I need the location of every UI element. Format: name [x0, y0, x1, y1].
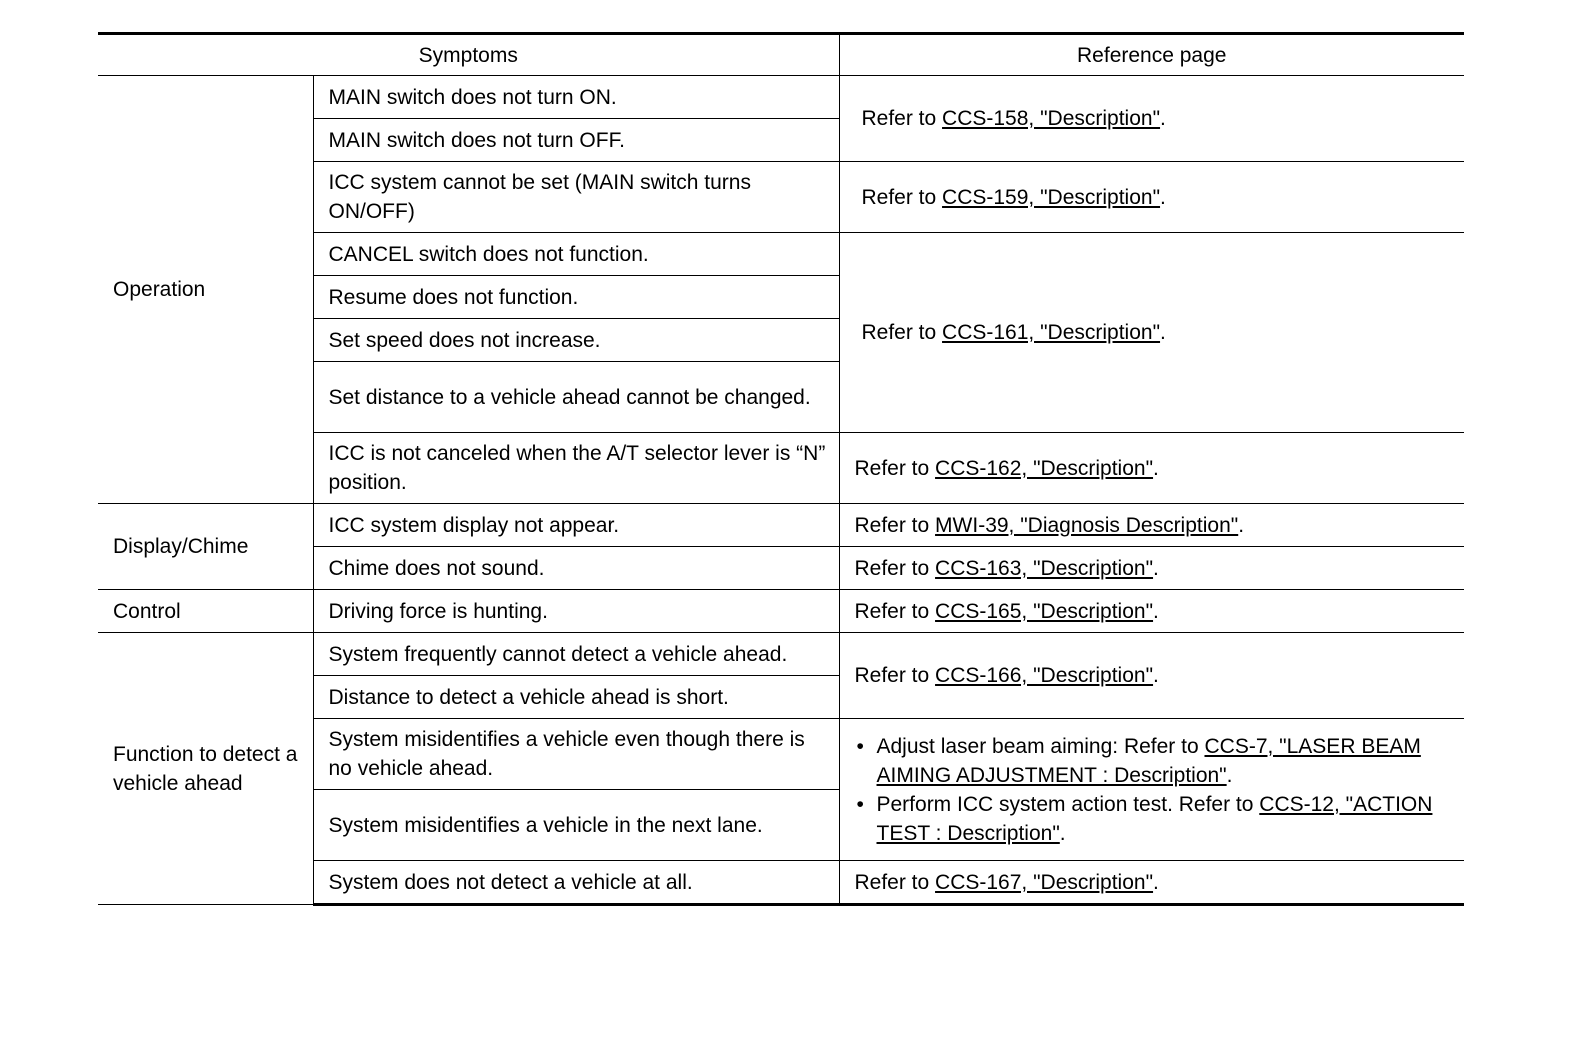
refer-to-text: Refer to	[854, 664, 936, 687]
bullet-text: Adjust laser beam aiming: Refer to	[876, 734, 1205, 758]
refer-to-text: Refer to	[854, 513, 936, 537]
symptom-cell: Set speed does not increase.	[313, 319, 839, 362]
ccs-12-link[interactable]: CCS-12, "ACTION TEST : Description"	[876, 792, 1433, 845]
bullet-icon: •	[856, 734, 864, 758]
reference-cell	[839, 76, 1464, 162]
table-row	[98, 76, 1464, 119]
table-row	[98, 504, 1464, 547]
symptom-cell: ICC system display not appear.	[313, 504, 839, 547]
symptom-cell: CANCEL switch does not function.	[313, 233, 839, 276]
ccs-162-link[interactable]: CCS-162, "Description"	[935, 456, 1154, 480]
ccs-161-link[interactable]: CCS-161, "Description"	[942, 321, 1161, 344]
category-detect: Function to detect a vehicle ahead	[98, 633, 313, 905]
symptom-cell: ICC is not canceled when the A/T selector lever is “N” position.	[313, 433, 839, 504]
refer-to-text: Refer to	[861, 321, 943, 344]
ccs-167-link[interactable]: CCS-167, "Description"	[935, 870, 1154, 894]
refer-to-text: Refer to	[854, 599, 936, 623]
ccs-158-link[interactable]: CCS-158, "Description"	[942, 107, 1161, 130]
ccs-166-link[interactable]: CCS-166, "Description"	[935, 664, 1154, 687]
reference-cell	[839, 162, 1464, 233]
ref-suffix: .	[1153, 556, 1159, 580]
refer-to-text: Refer to	[854, 870, 936, 894]
symptom-cell: System misidentifies a vehicle in the next lane.	[313, 790, 839, 861]
ref-suffix: .	[1153, 456, 1159, 480]
reference-cell	[839, 547, 1464, 590]
refer-to-text: Refer to	[861, 185, 943, 209]
bullet-text: Perform ICC system action test. Refer to	[876, 792, 1260, 816]
ref-suffix: .	[1153, 870, 1159, 894]
category-display-chime: Display/Chime	[98, 504, 313, 590]
reference-cell	[839, 433, 1464, 504]
mwi-39-link[interactable]: MWI-39, "Diagnosis Description"	[935, 513, 1239, 537]
symptom-cell: ICC system cannot be set (MAIN switch turns ON/OFF)	[313, 162, 839, 233]
symptom-cell: System frequently cannot detect a vehicle ahead.	[313, 633, 839, 676]
symptom-cell: Driving force is hunting.	[313, 590, 839, 633]
symptom-table	[98, 32, 1464, 906]
refer-to-text: Refer to	[861, 107, 943, 130]
ref-suffix: .	[1238, 513, 1245, 537]
ccs-7-link[interactable]: CCS-7, "LASER BEAM AIMING ADJUSTMENT : Description"	[876, 734, 1421, 787]
reference-cell	[839, 233, 1464, 433]
table-header-row	[98, 34, 1464, 76]
reference-cell	[839, 504, 1464, 547]
symptom-cell: System misidentifies a vehicle even though there is no vehicle ahead.	[313, 719, 839, 790]
list-item	[855, 732, 1453, 790]
ccs-165-link[interactable]: CCS-165, "Description"	[935, 599, 1154, 623]
symptom-cell: Distance to detect a vehicle ahead is short.	[313, 676, 839, 719]
category-control: Control	[98, 590, 313, 633]
ref-suffix: .	[1153, 599, 1159, 623]
symptoms-header: Symptoms	[98, 34, 839, 76]
reference-cell-bullets	[839, 719, 1464, 861]
ref-suffix: .	[1160, 321, 1166, 344]
symptom-cell: System does not detect a vehicle at all.	[313, 861, 839, 905]
ccs-159-link[interactable]: CCS-159, "Description"	[942, 185, 1161, 209]
ref-suffix: .	[1153, 664, 1159, 687]
table-row	[98, 590, 1464, 633]
ccs-163-link[interactable]: CCS-163, "Description"	[935, 556, 1154, 580]
refer-to-text: Refer to	[854, 556, 936, 580]
reference-page-header: Reference page	[839, 34, 1464, 76]
category-operation: Operation	[98, 76, 313, 504]
symptom-cell: Resume does not function.	[313, 276, 839, 319]
bullet-suffix: .	[1059, 821, 1066, 845]
bullet-suffix: .	[1226, 763, 1233, 787]
refer-to-text: Refer to	[854, 456, 936, 480]
symptom-cell: MAIN switch does not turn ON.	[313, 76, 839, 119]
bullet-icon: •	[856, 792, 864, 816]
ref-suffix: .	[1160, 107, 1166, 130]
list-item	[855, 790, 1453, 848]
reference-cell	[839, 861, 1464, 905]
symptom-cell: MAIN switch does not turn OFF.	[313, 119, 839, 162]
symptom-cell: Chime does not sound.	[313, 547, 839, 590]
reference-cell	[839, 633, 1464, 719]
bullet-list	[855, 732, 1453, 848]
symptom-cell: Set distance to a vehicle ahead cannot be changed.	[313, 362, 839, 433]
ref-suffix: .	[1160, 185, 1166, 209]
table-row	[98, 633, 1464, 676]
reference-cell	[839, 590, 1464, 633]
